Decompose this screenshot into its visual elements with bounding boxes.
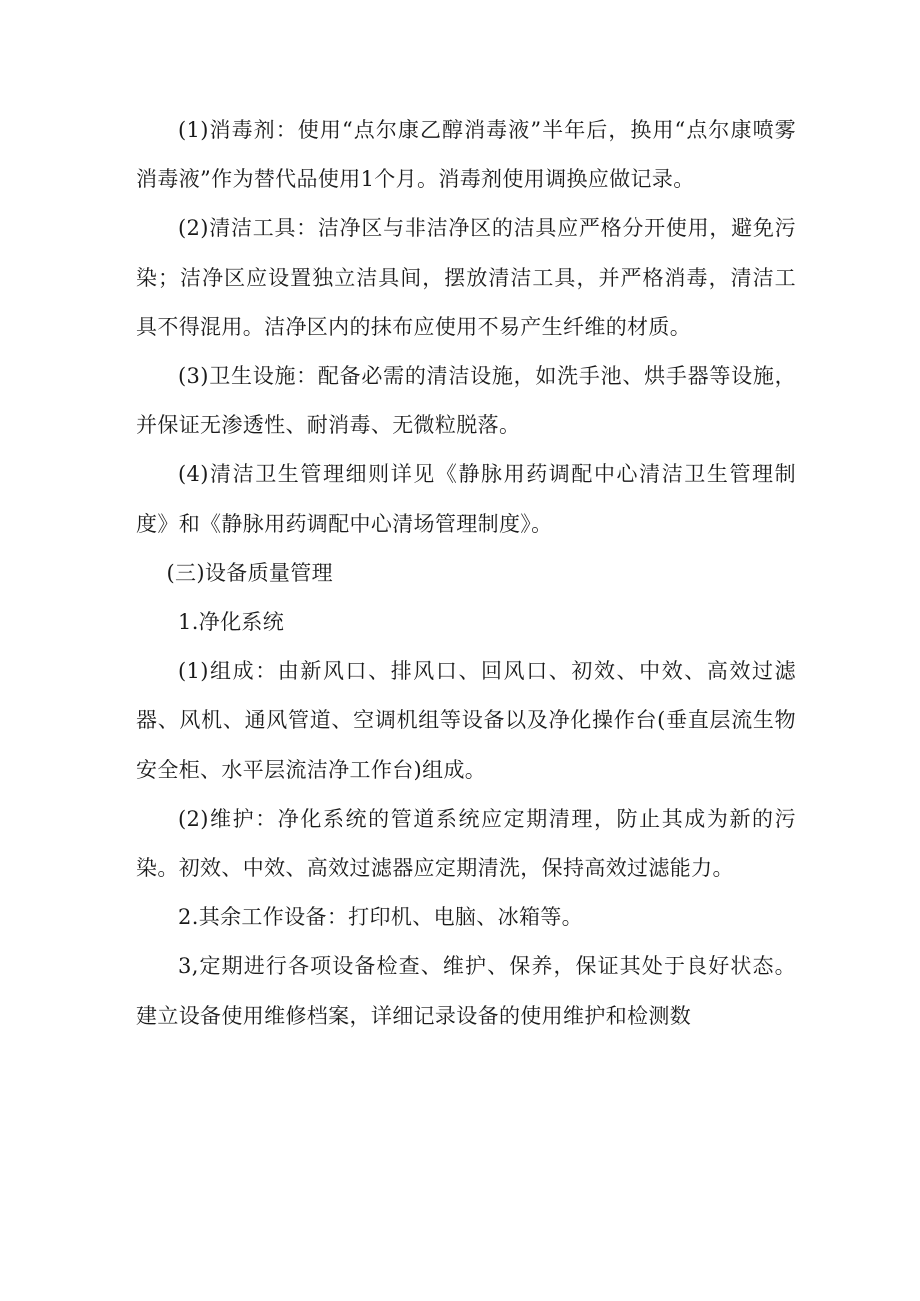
paragraph-maintenance: (2)维护：净化系统的管道系统应定期清理，防止其成为新的污染。初效、中效、高效过滤器应定期清洗，保持高效过滤能力。 (136, 806, 796, 881)
paragraph-sanitary-facilities: (3)卫生设施：配备必需的清洁设施，如洗手池、烘手器等设施，并保证无渗透性、耐消毒、无微粒脱落。 (136, 364, 796, 438)
subheading-purification-system: 1.净化系统 (178, 610, 285, 635)
paragraph-disinfectant: (1)消毒剂：使用“点尔康乙醇消毒液”半年后，换用“点尔康喷雾消毒液”作为替代品使用1个月。消毒剂使用调换应做记录。 (136, 118, 796, 192)
paragraph-inspection: 3,定期进行各项设备检查、维护、保养，保证其处于良好状态。建立设备使用维修档案，详细记录设备的使用维护和检测数 (136, 954, 796, 1028)
paragraph-cleaning-tools: (2)清洁工具：洁净区与非洁净区的洁具应严格分开使用，避免污染；洁净区应设置独立洁具间，摆放清洁工具，并严格消毒，清洁工具不得混用。洁净区内的抹布应使用不易产生纤维的材质。 (136, 216, 796, 339)
paragraph-cleaning-rules: (4)清洁卫生管理细则详见《静脉用药调配中心清洁卫生管理制度》和《静脉用药调配中心清场管理制度》。 (136, 462, 796, 536)
paragraph-composition: (1)组成：由新风口、排风口、回风口、初效、中效、高效过滤器、风机、通风管道、空调机组等设备以及净化操作台(垂直层流生物安全柜、水平层流洁净工作台)组成。 (136, 659, 796, 782)
paragraph-other-equipment: 2.其余工作设备：打印机、电脑、冰箱等。 (178, 905, 584, 930)
section-heading-equipment: (三)设备质量管理 (166, 560, 333, 585)
document-body (136, 106, 796, 1041)
